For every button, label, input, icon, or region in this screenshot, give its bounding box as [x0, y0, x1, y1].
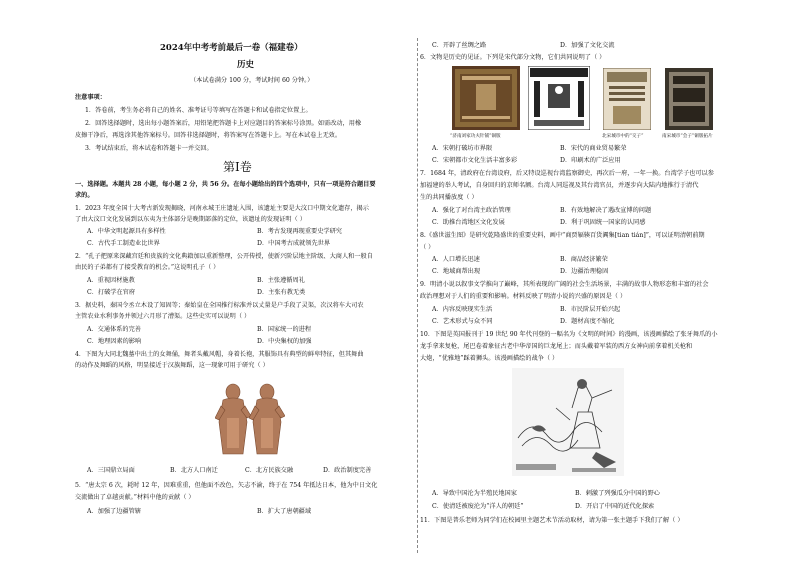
question-2: 2．“孔子把原来深藏宫廷和贵族的文化典籍加以重新整理，公开传授，使新兴阶层地主阶级、大商人和一般自: [75, 253, 373, 260]
exam-title: 2024年中考考前最后一卷（福建卷）: [160, 43, 303, 53]
shop-print-image: [528, 66, 590, 130]
option: D．中国考古成就领先世界: [257, 240, 331, 247]
option: A．三国鼎立局面: [87, 467, 135, 474]
option: D．政治制度完善: [323, 467, 372, 474]
option: D．印刷术的广泛应用: [560, 157, 621, 164]
political-cartoon-image: [512, 368, 624, 476]
option: B．市民阶层开始兴起: [560, 306, 621, 313]
question-8-paren: （ ）: [420, 244, 435, 251]
note-line: 皮擦干净后，再选涂其他答案标号。回答非选择题时，将答案写在答题卡上。写在本试卷上无效。: [75, 132, 342, 139]
question-3-cont: 主管农业水利事务并领过六月形了漕渠。这些史实可以说明（ ）: [75, 313, 251, 320]
option: D．利于巩固统一国家的认同感: [560, 219, 646, 226]
option: C．艺术形式与众不同: [432, 318, 493, 325]
option: C．开辟了丝绸之路: [432, 42, 487, 49]
option: C．北方民族交融: [245, 467, 294, 474]
option: B．刺激了列强瓜分中国的野心: [575, 490, 660, 497]
option: C．打破学在官府: [87, 289, 136, 296]
question-2-cont: 由民的子弟都有了接受教育的机会。”这说明孔子（ ）: [75, 264, 220, 271]
option: A．人口增长迅速: [432, 256, 480, 263]
option: D．开启了中国的近代化探索: [575, 503, 655, 510]
volume-heading: 第Ⅰ卷: [223, 160, 252, 174]
column-divider: [417, 38, 418, 553]
question-4: 4．下图为大同北魏墓中出土的女舞俑，舞者头戴风帽，身着长袍，其服饰具有典型的鲜卑特征，但其舞曲: [75, 351, 364, 358]
question-11: 11．下图是普乐老师为同学们在校园里主题艺术节活动取材，请为第一张主题手下我们了解（ ）: [420, 517, 684, 524]
option: B．考古发现再现重要史学研究: [257, 228, 342, 235]
notes-heading: 注意事项：: [75, 94, 106, 101]
option: B．主张遵循周礼: [257, 277, 305, 284]
option: B．商品经济繁荣: [560, 256, 608, 263]
question-9-cont: 政治理想对于人们的重要和影响。材料反映了明清小说的兴盛的原因是（ ）: [420, 293, 627, 300]
question-5-cont: 交流做出了卓越贡献。”材料中他的贡献（ ）: [75, 494, 195, 501]
note-line: 3．考试结束后，将本试卷和答题卡一并交回。: [85, 145, 213, 152]
option: C．宋朝都市文化生活丰富多彩: [432, 157, 518, 164]
option: D．边疆治理稳固: [560, 268, 609, 275]
option: C．地域商帮出现: [432, 268, 481, 275]
option: C．古代手工制造业比世界: [87, 240, 160, 247]
option: A．交通体系的完善: [87, 326, 141, 333]
question-10: 10．下图是英国报刊于 19 世纪 90 年代刊登的一幅名为《文明的时间》的漫画，该漫画描绘了张牙舞爪的小: [420, 331, 718, 338]
jiaozi-note-image: [603, 68, 651, 130]
question-1-cont: 了由大汶口文化发展到以东夷为主体部分是晚期部落的定位，该遗址的发现证明（ ）: [75, 216, 306, 223]
option: A．强化了对台湾主政治管理: [432, 207, 511, 214]
subject-title: 历史: [237, 60, 255, 70]
question-8: 8.《盛世滋生图》是研究乾隆盛世的重要史料，画中“商贾辐辏百货阗集[tian tián]”，可以证明清朝前期: [420, 232, 705, 239]
option: D．主张有教无类: [257, 289, 306, 296]
question-4-cont: 的动作及舞蹈的风格，明显接近于汉族舞蹈，这一现象可用于研究（ ）: [75, 362, 269, 369]
question-7-cont: 加福建的举人考试，自身回归的京师名额。台湾人同巡视及其台湾官员，并逐步向大陆内地推行于清代: [420, 182, 699, 189]
question-7-cont: 生的共同播放度（ ）: [420, 194, 478, 201]
option: D．中央集权的加强: [257, 338, 312, 345]
right-column: [420, 0, 765, 562]
left-column: [75, 0, 415, 562]
option: A．宋朝打破坊市界限: [432, 145, 493, 152]
bronze-plate-image: [452, 66, 520, 130]
option: A．重视因材施教: [87, 277, 135, 284]
huizi-rubbing-image: [665, 68, 713, 130]
exam-info: （本试卷满分 100 分，考试时间 60 分钟。）: [190, 77, 314, 84]
question-6: 6．文物是历史的见证。下列是宋代部分文物，它们共同说明了（ ）: [420, 54, 606, 61]
option: B．有效地解决了遇改宣博的问题: [560, 207, 652, 214]
section-heading-cont: 求的。: [75, 192, 94, 199]
option: B．宋代的商业贸易繁荣: [560, 145, 627, 152]
option: A．导致中国沦为半殖民地国家: [432, 490, 517, 497]
question-7: 7．1684 年，清政府在台湾设府，后又特设巡视台湾监察御史，再次后一府，一年一换。台湾学子也可以参: [420, 170, 714, 177]
dancer-figurines-image: [215, 378, 285, 460]
question-1: 1．2023 年度全国十大考古新发现揭晓，河南永城王庄遗址入围，该遗址主要是大汶口中期文化遗存，揭示: [75, 205, 369, 212]
option: B．扩大了唐朝疆域: [257, 508, 312, 515]
caption: “济南刘家功夫针铺”铜版: [450, 134, 501, 139]
caption: 南宋城市“会子”铜版拓片: [662, 134, 713, 139]
question-3: 3．据史料，秦国令丞立木设了知固等；秦始皇在全国推行标准并以丈量是户手段了灵渠，次汉将车大司农: [75, 302, 364, 309]
question-10-cont: 龙手拿来复枪，尾巴卷着象征古老中华帝国的巨龙尾上；而头戴着军装的西方女神向前拿着机关枪和: [420, 343, 693, 350]
option: D．加强了文化交流: [560, 42, 615, 49]
option: D．题材高度不缩化: [560, 318, 615, 325]
option: C．助推台湾地区文化发展: [432, 219, 505, 226]
option: C．地理因素的影响: [87, 338, 142, 345]
question-5: 5．“唐太宗 6 次，耗时 12 年，因难重重，但他面不改色，矢志不渝，终于在 754 年抵达日本，他为中日文化: [75, 482, 378, 489]
option: A．加强了边疆管辖: [87, 508, 141, 515]
option: B．北方人口南迁: [170, 467, 218, 474]
note-line: 2．回答选择题时，选出每小题答案后，用铅笔把答题卡上对应题目的答案标号涂黑。如需改动，用橡: [85, 120, 362, 127]
option: A．内容反映现实生活: [432, 306, 493, 313]
option: A．中华文明起源具有多样性: [87, 228, 166, 235]
question-9: 9．明清小说以叙事文学推向了巅峰，其所表现的广阔的社会生活场景，丰满的故事人物形态和丰富的社会: [420, 281, 709, 288]
note-line: 1．答卷前，考生务必将自己的姓名、准考证号等填写在答题卡和试卷指定位置上。: [85, 107, 312, 114]
option: C．使清廷被废沦为“洋人的朝廷”: [432, 503, 524, 510]
caption: 北宋城市中的“交子”: [602, 134, 644, 139]
question-10-cont: 大炮，“优雅地”踩着狮头。该漫画描绘的战争（ ）: [420, 355, 559, 362]
section-heading: 一、选择题。本题共 28 小题，每小题 2 分，共 56 分。在每小题给出的四个选项中，只有一项是符合题目要: [75, 181, 376, 188]
option: B．国家统一的进程: [257, 326, 312, 333]
